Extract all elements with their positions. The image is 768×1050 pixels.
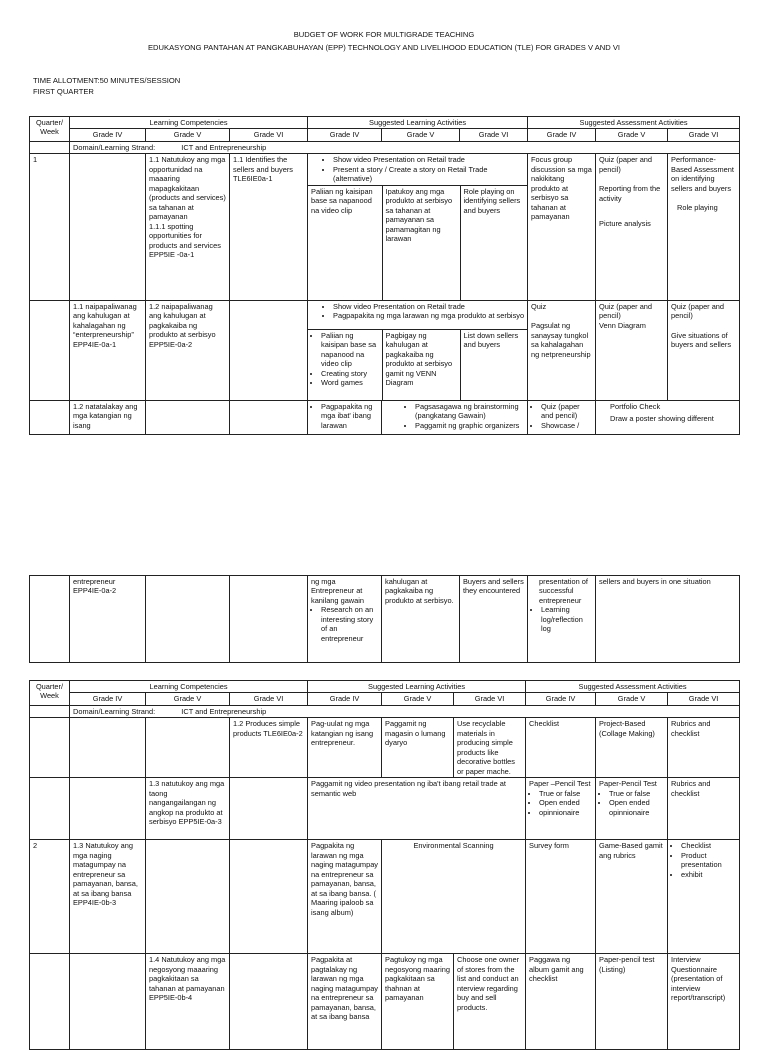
header-grade-iv: Grade IV	[70, 693, 146, 705]
header-grade-iv: Grade IV	[528, 129, 596, 141]
header-quarter-week: Quarter/ Week	[30, 681, 70, 706]
activity-bullet: • Show video Presentation on Retail trade	[333, 302, 525, 311]
activity-g4: Pagpakita ng larawan ng mga naging matagumpay na entrepreneur sa pamayanan, bansa, at sa ibang bansa. ( Maaring ipaloob sa isang album)	[308, 840, 382, 954]
assessment-g6	[668, 300, 740, 400]
assessment-text: Paper-Pencil Test	[599, 779, 657, 789]
week-cell	[30, 705, 70, 717]
assessment-g4	[528, 576, 596, 663]
activity-g4	[308, 576, 382, 663]
activity-g6: List down sellers and buyers	[460, 329, 528, 400]
week-number: 1	[30, 154, 70, 300]
assessment-g5: Project-Based (Collage Making)	[596, 718, 668, 778]
header-suggested-learning: Suggested Learning Activities	[308, 681, 526, 693]
competency-g5: 1.4 Natutukoy ang mga negosyong maaaring pagkakitaan sa tahanan at pamayanan EPP5IE-0b-4	[146, 954, 230, 1050]
assessment-bullet: • Product presentation	[681, 851, 736, 870]
header-grade-vi: Grade VI	[668, 693, 740, 705]
competency-g6	[230, 840, 308, 954]
activity-g5-g6	[382, 400, 528, 434]
activity-g5: Paggamit ng magasin o lumang dyaryo	[382, 718, 454, 778]
assessment-item: Give situations of buyers and sellers	[671, 330, 732, 350]
assessment-g4: Checklist	[526, 718, 596, 778]
budget-table-1	[29, 116, 740, 435]
competency-g6	[230, 778, 308, 840]
competency-g6	[230, 400, 308, 434]
activity-g4: Pagpakita at pagtalakay ng larawan ng mga naging matagumpay na entrepreneur sa pamayanan, bansa, at sa ibang bansa	[308, 954, 382, 1050]
activity-g4	[308, 329, 382, 400]
week-number: 2	[30, 840, 70, 954]
competency-g5	[146, 840, 230, 954]
assessment-bullet: • exhibit	[681, 870, 736, 879]
competency-g5	[146, 576, 230, 663]
assessment-item: Quiz (paper and pencil)	[671, 301, 725, 321]
week-cell	[30, 400, 70, 434]
assessment-bullet: • Checklist	[681, 841, 736, 850]
header-suggested-learning: Suggested Learning Activities	[308, 117, 528, 129]
activity-bullet: • Paggamit ng graphic organizers	[415, 421, 524, 430]
assessment-g5: Game-Based gamit ang rubrics	[596, 840, 668, 954]
quarter-label: FIRST QUARTER	[33, 86, 94, 96]
header-grade-vi: Grade VI	[668, 129, 740, 141]
assessment-g6: Rubrics and checklist	[668, 778, 740, 840]
assessment-g5: Paper-pencil test (Listing)	[596, 954, 668, 1050]
activity-g4	[308, 400, 382, 434]
activity-g4: Pag-uulat ng mga katangian ng isang entrepreneur.	[308, 718, 382, 778]
competency-g6: 1.1 Identifies the sellers and buyers TLE6IE0a-1	[230, 154, 308, 300]
competency-g5: 1.3 natutukoy ang mga taong nangangailangan ng angkop na produkto at serbisyo EPP5IE-0a-3	[146, 778, 230, 840]
activity-text: ng mga Entrepreneur at kanilang gawain	[311, 577, 365, 605]
competency-g4	[70, 718, 146, 778]
header-grade-v: Grade V	[146, 693, 230, 705]
competency-g5: 1.2 naipapaliwanag ang kahulugan at pagkakaiba ng produkto at serbisyo EPP5IE-0a-2	[146, 300, 230, 400]
assessment-bullet: • opinnionaire	[539, 808, 592, 817]
competency-g5	[146, 718, 230, 778]
activity-g6: Use recyclable materials in producing simple products like decorative bottles or paper mache.	[454, 718, 526, 778]
assessment-bullet: • Open ended opinnionaire	[609, 798, 664, 817]
assessment-item: Draw a poster showing different	[610, 414, 714, 424]
assessment-g4: Focus group discussion sa mga nakikitang produkto at serbisyo sa tahanan at pamayanan	[528, 154, 596, 300]
domain-label: Domain/Learning Strand:	[73, 142, 156, 152]
assessment-g5	[596, 154, 668, 300]
learning-activities-cell	[308, 300, 528, 400]
activity-bullet: • Show video Presentation on Retail trade	[333, 155, 525, 164]
assessment-g5-g6: sellers and buyers in one situation	[596, 576, 740, 663]
domain-strand-row	[70, 141, 740, 153]
assessment-g4: Paggawa ng album gamit ang checklist	[526, 954, 596, 1050]
header-grade-vi: Grade VI	[454, 693, 526, 705]
header-learning-competencies: Learning Competencies	[70, 681, 308, 693]
assessment-item: Performance-Based Assessment on identifying sellers and buyers	[671, 155, 734, 193]
header-grade-v: Grade V	[382, 693, 454, 705]
assessment-bullet: • Quiz (paper and pencil)	[541, 402, 592, 421]
competency-g6	[230, 576, 308, 663]
assessment-item: Pagsulat ng sanaysay tungkol sa kahalagahan ng netpreneurship	[531, 321, 591, 359]
assessment-text: Paper –Pencil Test	[529, 779, 591, 789]
header-grade-v: Grade V	[382, 129, 460, 141]
assessment-g4	[526, 778, 596, 840]
competency-g4	[70, 954, 146, 1050]
assessment-g6: Rubrics and checklist	[668, 718, 740, 778]
competency-g6	[230, 300, 308, 400]
competency-text: 1.1 Natutukoy ang mga opportunidad na maaaring mapagkakitaan (products and services) sa tahanan at pamayanan	[149, 155, 226, 222]
header-grade-vi: Grade VI	[230, 129, 308, 141]
assessment-g6	[668, 154, 740, 300]
assessment-g5	[596, 778, 668, 840]
activity-g6: Role playing on identifying sellers and buyers	[460, 185, 528, 300]
assessment-g4	[528, 300, 596, 400]
header-grade-v: Grade V	[596, 693, 668, 705]
activity-bullet: • Research on an interesting story of an entrepreneur	[321, 605, 378, 643]
activity-g5: kahulugan at pagkakaiba ng produkto at serbisyo.	[382, 576, 460, 663]
header-grade-v: Grade V	[146, 129, 230, 141]
document-meta	[33, 76, 180, 97]
activity-g6: Buyers and sellers they encountered	[460, 576, 528, 663]
assessment-g5	[596, 300, 668, 400]
document-header	[0, 30, 768, 55]
assessment-g4	[528, 400, 596, 434]
activity-bullet: • Pagsasagawa ng brainstorming (pangkatang Gawain)	[415, 402, 524, 421]
header-learning-competencies: Learning Competencies	[70, 117, 308, 129]
competency-g4	[70, 778, 146, 840]
competency-g6	[230, 954, 308, 1050]
activity-g5-g6: Environmental Scanning	[382, 840, 526, 954]
assessment-g6	[668, 840, 740, 954]
competency-g4	[70, 154, 146, 300]
assessment-bullet: • True or false	[539, 789, 592, 798]
assessment-bullet: • True or false	[609, 789, 664, 798]
assessment-g4: Survey form	[526, 840, 596, 954]
assessment-g6: Interview Questionnaire (presentation of interview report/transcript)	[668, 954, 740, 1050]
budget-table-2	[29, 575, 740, 663]
competency-text: 1.1.1 spotting opportunities for products and services EPP5IE -0a-1	[149, 221, 221, 260]
week-cell	[30, 300, 70, 400]
week-cell	[30, 954, 70, 1050]
assessment-bullet: • Learning log/reflection log	[541, 605, 592, 633]
activity-bullet: • Pagpapakita ng mga larawan ng mga produkto at serbisyo	[333, 311, 525, 320]
domain-value: ICT and Entrepreneurship	[181, 142, 267, 152]
learning-activities-cell	[308, 154, 528, 300]
assessment-g5-g6	[596, 400, 740, 434]
header-grade-v: Grade V	[596, 129, 668, 141]
header-grade-iv: Grade IV	[70, 129, 146, 141]
activity-bullet: • Paliian ng kaisipan base sa napanood na video clip	[321, 331, 379, 369]
assessment-bullet: • Open ended	[539, 798, 592, 807]
activity-g6: Choose one owner of stores from the list and conduct an nterview regarding buy and sell products.	[454, 954, 526, 1050]
assessment-item: Quiz (paper and pencil)	[599, 301, 653, 321]
domain-value: ICT and Entrepreneurship	[181, 706, 267, 716]
competency-g4: 1.2 natatalakay ang mga katangian ng isang	[70, 400, 146, 434]
time-allotment: TIME ALLOTMENT:50 MINUTES/SESSION	[33, 76, 181, 85]
header-grade-vi: Grade VI	[230, 693, 308, 705]
week-cell	[30, 778, 70, 840]
domain-strand-row	[70, 705, 740, 717]
document-subtitle: EDUKASYONG PANTAHAN AT PANGKABUHAYAN (EPP) TECHNOLOGY AND LIVELIHOOD EDUCATION (TLE) FOR GRADES V AND VI	[147, 42, 621, 52]
header-suggested-assessment: Suggested Assessment Activities	[526, 681, 740, 693]
activity-g5: Pagbigay ng kahulugan at pagkakaiba ng produkto at serbisyo gamit ng VENN Diagram	[382, 329, 460, 400]
activity-g4: Paliian ng kaisipan base sa napanood na video clip	[308, 185, 382, 300]
document-title: BUDGET OF WORK FOR MULTIGRADE TEACHING	[293, 30, 475, 39]
header-grade-vi: Grade VI	[460, 129, 528, 141]
competency-g4: entrepreneur EPP4IE-0a-2	[70, 576, 146, 663]
activity-g5: Ipatukoy ang mga produkto at serbisyo sa tahanan at pamayanan sa pamamagitan ng larawan	[382, 185, 460, 300]
assessment-item: Venn Diagram	[599, 320, 646, 330]
competency-g5	[146, 400, 230, 434]
competency-g4: 1.1 naipapaliwanag ang kahulugan at kahalagahan ng “enterpreneurship” EPP4IE-0a-1	[70, 300, 146, 400]
activity-g5: Pagtukoy ng mga negosyong maaring pagkakitaan sa thahnan at pamayanan	[382, 954, 454, 1050]
header-grade-iv: Grade IV	[526, 693, 596, 705]
activity-g4-g6: Paggamit ng video presentation ng iba't ibang retail trade at semantic web	[308, 778, 526, 840]
week-cell	[30, 141, 70, 153]
competency-g4: 1.3 Natutukoy ang mga naging matagumpay na entrepreneur sa pamayanan, bansa, at sa ibang bansa EPP4IE-0b-3	[70, 840, 146, 954]
assessment-text: presentation of successful entrepreneur	[539, 577, 588, 605]
activity-bullet: • Creating story	[321, 369, 379, 378]
assessment-bullet: • Showcase /	[541, 421, 592, 430]
week-cell	[30, 718, 70, 778]
assessment-item: Role playing	[677, 203, 718, 213]
budget-table-3	[29, 680, 740, 1050]
assessment-item: Reporting from the activity	[599, 184, 661, 203]
activity-bullet: • Present a story / Create a story on Retail Trade (alternative)	[333, 165, 525, 184]
assessment-item: Picture analysis	[599, 219, 651, 229]
header-quarter-week: Quarter/ Week	[30, 117, 70, 142]
assessment-item: Quiz (paper and pencil)	[599, 155, 653, 174]
activity-bullet: • Word games	[321, 378, 379, 387]
assessment-item: Portfolio Check	[610, 401, 661, 411]
header-suggested-assessment: Suggested Assessment Activities	[528, 117, 740, 129]
week-cell	[30, 576, 70, 663]
header-grade-iv: Grade IV	[308, 129, 382, 141]
header-grade-iv: Grade IV	[308, 693, 382, 705]
activity-bullet: • Pagpapakita ng mga ibat' ibang larawan	[321, 402, 378, 430]
domain-label: Domain/Learning Strand:	[73, 706, 156, 716]
competency-g5	[146, 154, 230, 300]
assessment-item: Quiz	[531, 301, 547, 311]
competency-g6: 1.2 Produces simple products TLE6IE0a-2	[230, 718, 308, 778]
